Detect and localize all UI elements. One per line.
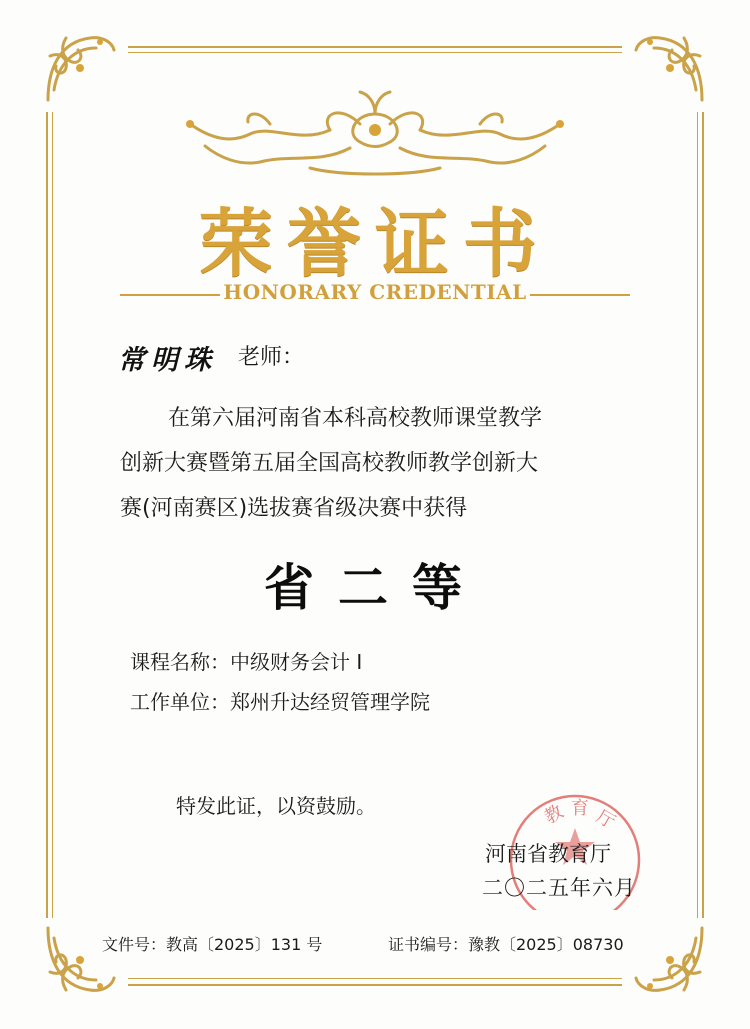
unit-label: 工作单位： — [130, 690, 230, 714]
issuer-name: 河南省教育厅 — [485, 842, 611, 866]
unit-field — [130, 686, 430, 715]
course-label: 课程名称： — [130, 650, 230, 674]
award-level: 省二等 — [264, 558, 486, 617]
certificate-subtitle: HONORARY CREDENTIAL — [223, 280, 527, 304]
frame-top-line-inner — [128, 52, 622, 53]
document-number: 文件号：教高〔2025〕131 号 — [102, 935, 323, 954]
corner-ornament-icon — [40, 28, 120, 108]
description-line: 创新大赛暨第五届全国高校教师教学创新大 — [120, 451, 539, 476]
corner-ornament-icon — [630, 28, 710, 108]
corner-ornament-icon — [630, 920, 710, 1000]
certificate-number: 证书编号：豫教〔2025〕08730 — [388, 935, 624, 954]
certificate-title: 荣誉证书 — [199, 201, 551, 287]
svg-text:厅: 厅 — [592, 806, 619, 834]
issue-date: 二〇二五年六月 — [482, 876, 636, 900]
course-field — [130, 646, 362, 675]
award-description — [120, 396, 650, 531]
subtitle-row — [120, 280, 630, 310]
description-line: 在第六届河南省本科高校教师课堂教学 — [168, 406, 543, 431]
closing-text: 特发此证，以资鼓励。 — [176, 794, 376, 818]
lotus-ornament-icon — [150, 84, 600, 184]
description-line: 赛(河南赛区)选拔赛省级决赛中获得 — [120, 496, 468, 521]
frame-top-line — [128, 46, 622, 48]
course-value: 中级财务会计 I — [230, 650, 363, 674]
recipient-name: 常明珠 — [118, 345, 217, 376]
svg-text:教: 教 — [541, 801, 568, 829]
svg-text:育: 育 — [571, 798, 589, 819]
recipient-title: 老师： — [238, 345, 305, 370]
frame-bottom-line — [128, 984, 622, 986]
unit-value: 郑州升达经贸管理学院 — [230, 690, 430, 714]
frame-bottom-line-inner — [128, 978, 622, 979]
